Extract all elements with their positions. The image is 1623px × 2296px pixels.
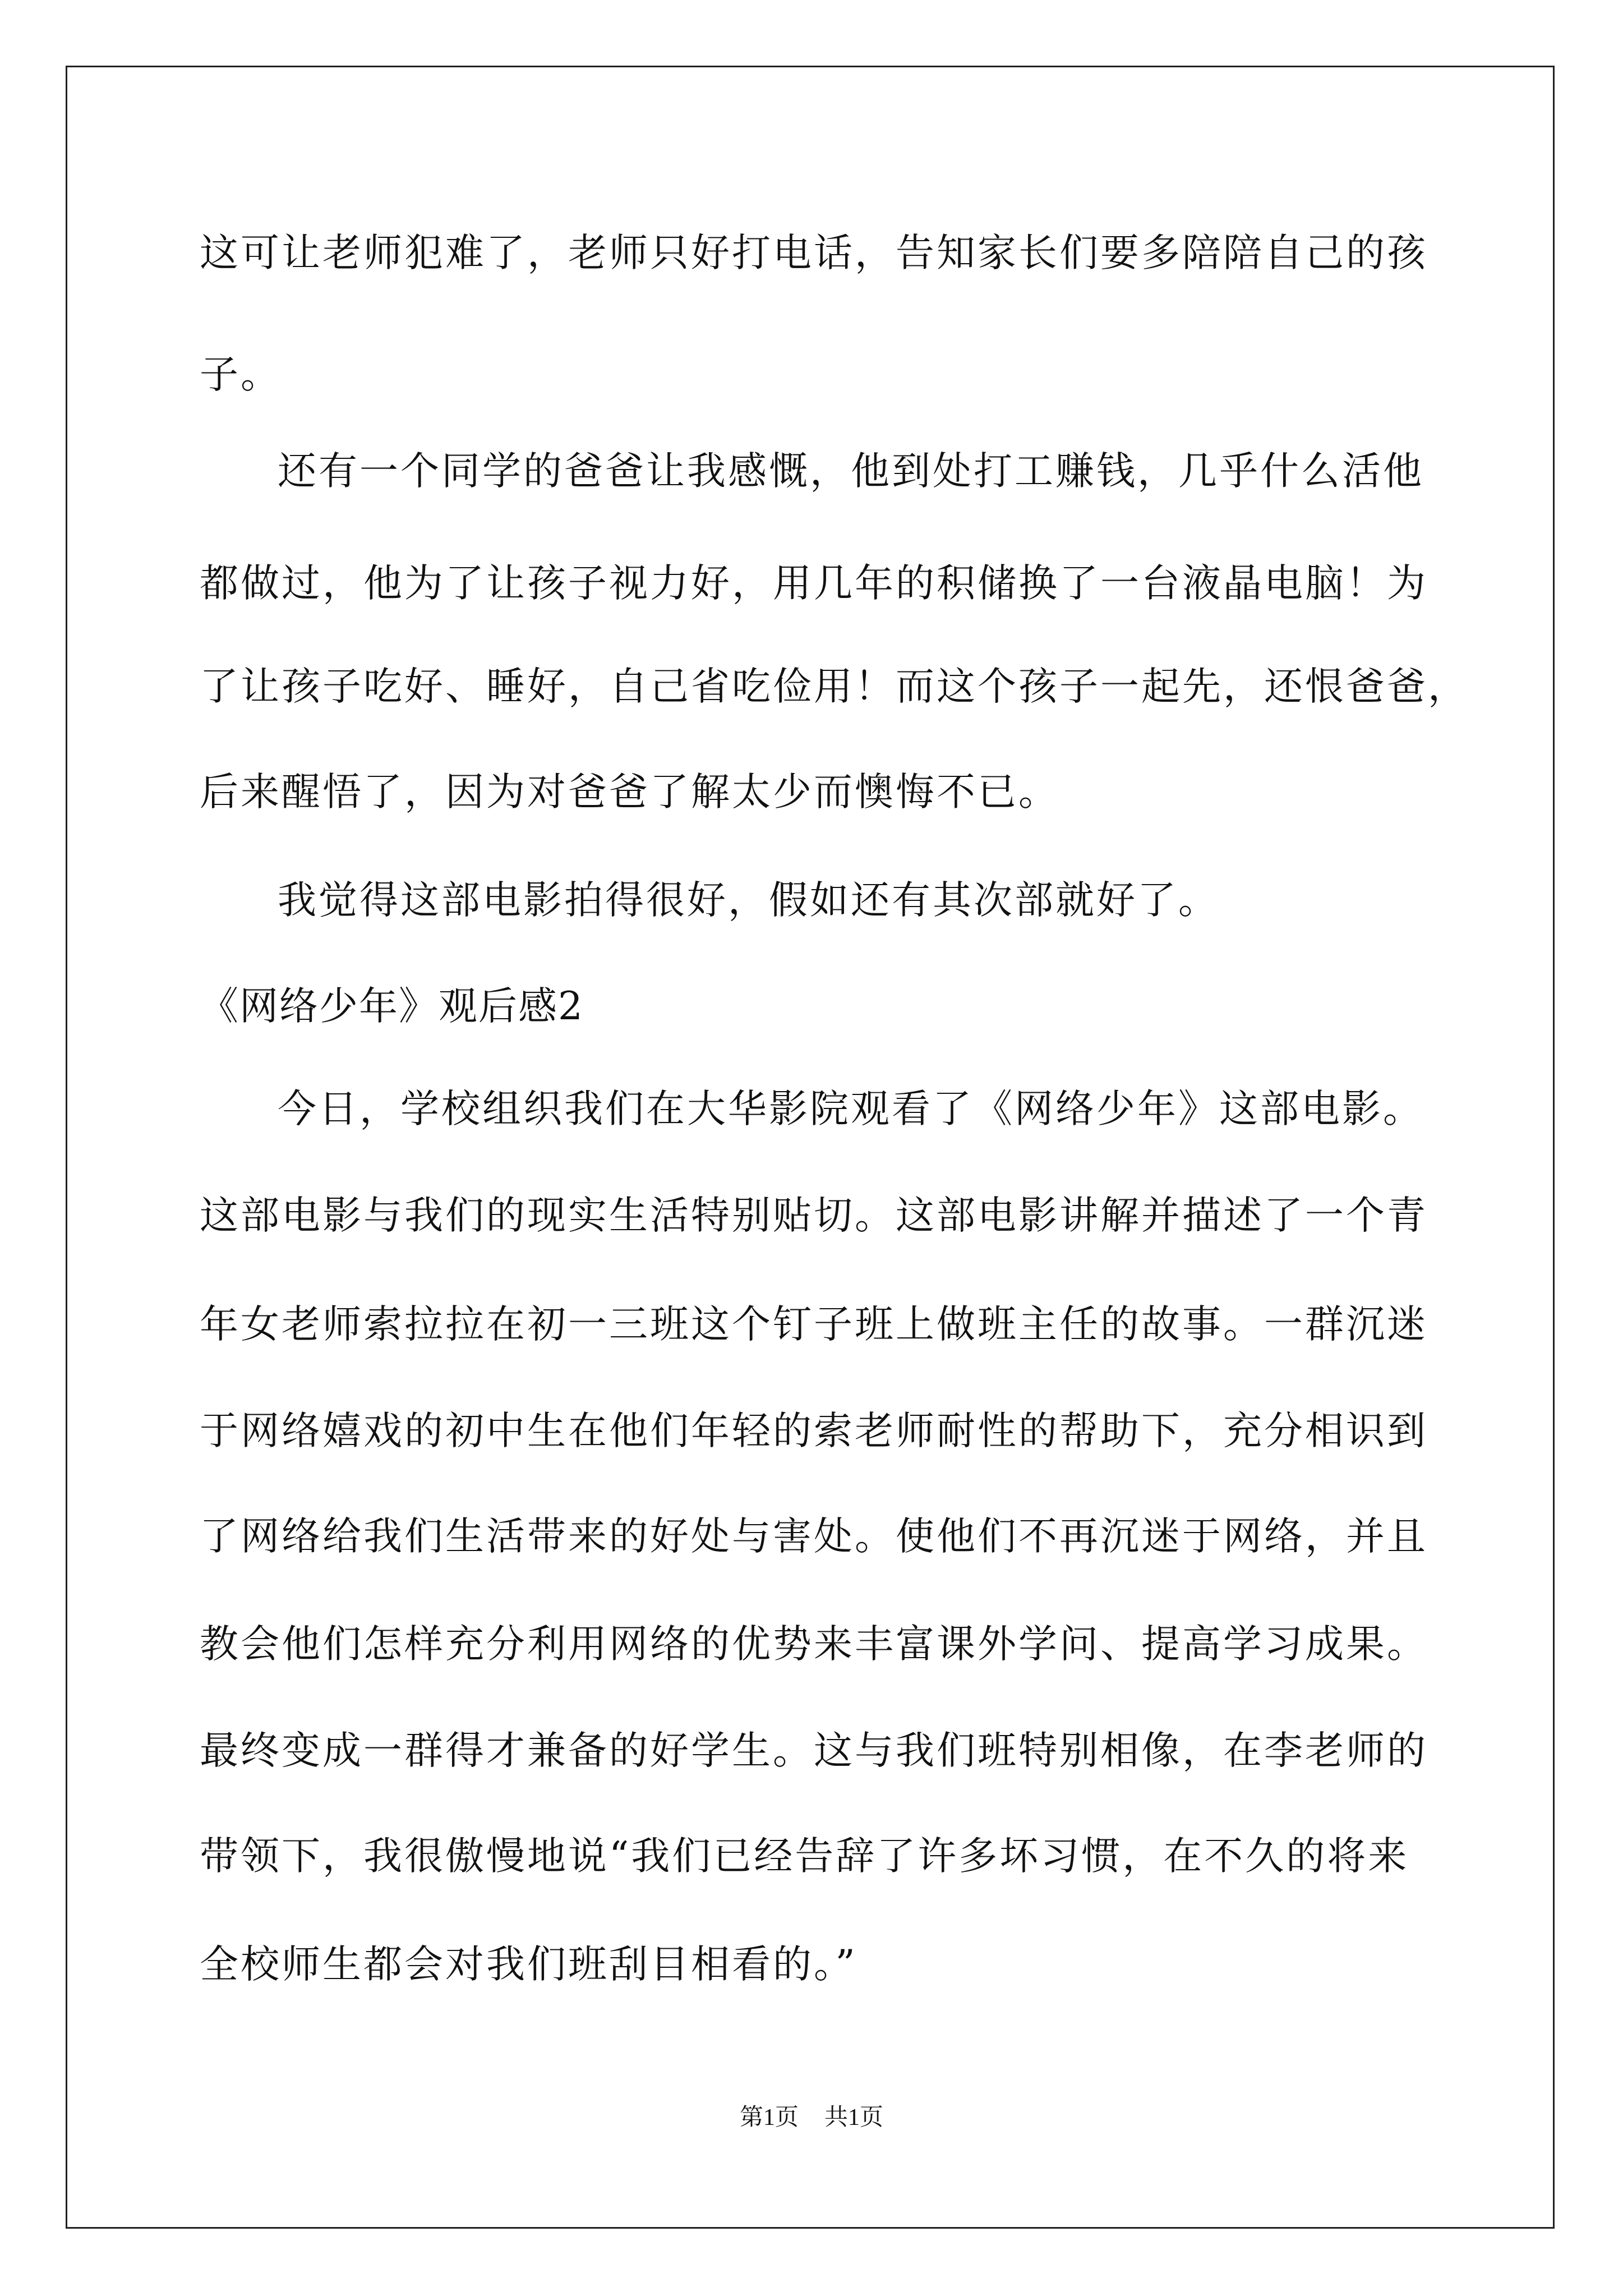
body-line: 年女老师索拉拉在初一三班这个钉子班上做班主任的故事。一群沉迷	[200, 1302, 1428, 1347]
paragraph-start-line: 今日，学校组织我们在大华影院观看了《网络少年》这部电影。	[278, 1087, 1424, 1131]
body-line: 都做过，他为了让孩子视力好，用几年的积储换了一台液晶电脑！为	[200, 561, 1428, 606]
body-line: 最终变成一群得才兼备的好学生。这与我们班特别相像，在李老师的	[200, 1728, 1428, 1773]
paragraph-start-line: 还有一个同学的爸爸让我感慨，他到处打工赚钱，几乎什么活他	[278, 449, 1424, 494]
body-line: 教会他们怎样充分利用网络的优势来丰富课外学问、提高学习成果。	[200, 1622, 1428, 1667]
body-line: 后来醒悟了，因为对爸爸了解太少而懊悔不已。	[200, 770, 1059, 815]
body-line: 带领下，我很傲慢地说“我们已经告辞了许多坏习惯，在不久的将来	[200, 1834, 1409, 1879]
page-border	[66, 66, 1555, 2229]
body-line: 了让孩子吃好、睡好，自己省吃俭用！而这个孩子一起先，还恨爸爸，	[200, 664, 1469, 709]
body-line: 子。	[200, 352, 282, 397]
section-heading: 《网络少年》观后感2	[200, 984, 584, 1029]
page-total: 共1页	[824, 2105, 884, 2131]
body-line: 于网络嬉戏的初中生在他们年轻的索老师耐性的帮助下，充分相识到	[200, 1409, 1428, 1453]
body-line: 全校师生都会对我们班刮目相看的。”	[200, 1942, 857, 1987]
paragraph-start-line: 我觉得这部电影拍得很好，假如还有其次部就好了。	[278, 878, 1219, 923]
body-line: 这可让老师犯难了，老师只好打电话，告知家长们要多陪陪自己的孩	[200, 231, 1428, 275]
body-line: 这部电影与我们的现实生活特别贴切。这部电影讲解并描述了一个青	[200, 1193, 1428, 1238]
page-footer	[0, 2101, 1623, 2134]
page-number: 第1页	[739, 2105, 799, 2131]
body-line: 了网络给我们生活带来的好处与害处。使他们不再沉迷于网络，并且	[200, 1514, 1428, 1559]
